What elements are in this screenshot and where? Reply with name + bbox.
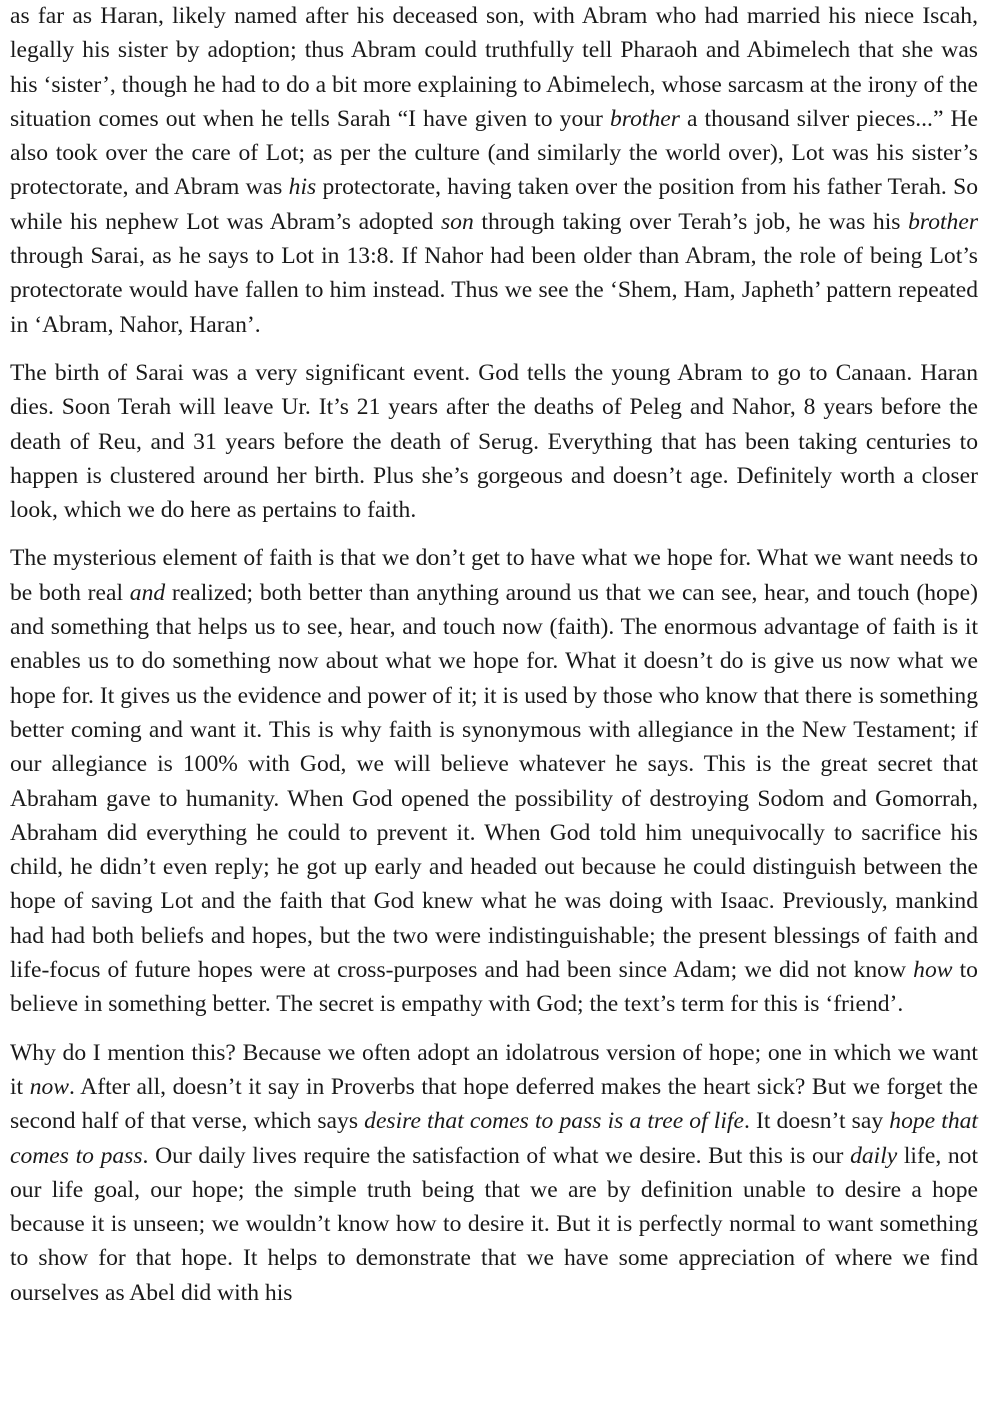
paragraph-birth-of-sarai [10, 356, 978, 527]
text-span: The mysterious element of faith is that we don’t get to have what we hope for. What we want needs to be both real [10, 545, 978, 606]
text-span: a thousand silver pieces...” He also took over the care of Lot; as per the culture (and similarly the world over), Lot was his sister’s protectorate, and Abram was [10, 105, 979, 201]
text-span: realized; both better than anything around us that we can see, hear, and touch (hope) and something that helps us to see, hear, and touch now (faith). The enormous advantage of faith is it enables us to do something now about what we hope for. What it doesn’t do is give us now what we hope for. It gives us the evidence and power of it; it is used by those who know that there is something better coming and want it. This is why faith is synonymous with allegiance in the New Testament; if our allegiance is 100% with God, we will believe whatever he says. This is the great secret that Abraham gave to humanity. When God opened the possibility of destroying Sodom and Gomorrah, Abraham did everything he could to prevent it. When God told him unequivocally to sacrifice his child, he didn’t even reply; he got up early and headed out because he could distinguish between the hope of saving Lot and the faith that God knew what he was doing with Isaac. Previously, mankind had had both beliefs and hopes, but the two were indistinguishable; the present blessings of faith and life-focus of future hopes were at cross-purposes and had been since Adam; we did not know [10, 579, 978, 984]
italic-text-span: desire that comes to pass is a tree of life [364, 1108, 744, 1135]
text-span: Why do I mention this? Because we often adopt an idolatrous version of hope; one in which we want it [10, 1039, 978, 1100]
text-span: protectorate, having taken over the position from his father Terah. So while his nephew Lot was Abram’s adopted [10, 174, 979, 235]
italic-text-span: daily [850, 1142, 898, 1169]
text-span: . Our daily lives require the satisfaction of what we desire. But this is our [142, 1142, 851, 1169]
text-span: through Sarai, as he says to Lot in 13:8. If Nahor had been older than Abram, the role of being Lot’s protectorate would have fallen to him instead. Thus we see the ‘Shem, Ham, Japheth’ pattern repeated in ‘Abram, Nahor, Haran’. [10, 243, 978, 338]
text-span: The birth of Sarai was a very significant event. God tells the young Abram to go to Canaan. Haran dies. Soon Terah will leave Ur. It’s 21 years after the deaths of Peleg and Nahor, 8 years before the death of Reu, and 31 years before the death of Serug. Everything that has been taking centuries to happen is clustered around her birth. Plus she’s gorgeous and doesn’t age. Definitely worth a closer look, which we do here as pertains to faith. [10, 359, 978, 524]
paragraph-faith [10, 541, 978, 1021]
text-span: . It doesn’t say [743, 1108, 890, 1135]
italic-text-span: his [288, 174, 317, 201]
italic-text-span: and [129, 579, 166, 606]
italic-text-span: brother [908, 208, 978, 235]
text-span: life, not our life goal, our hope; the simple truth being that we are by definition unable to desire a hope because it is unseen; we wouldn’t know how to desire it. But it is perfectly normal to want something to show for that hope. It helps to demonstrate that we have some appreciation of where we find ourselves as Abel did with his [10, 1142, 978, 1306]
italic-text-span: brother [609, 105, 680, 132]
paragraph-hope [10, 1036, 978, 1310]
text-span: as far as Haran, likely named after his deceased son, with Abram who had married his niece Iscah, legally his sister by adoption; thus Abram could truthfully tell Pharaoh and Abimelech that she was his ‘sister’, though he had to do a bit more explaining to Abimelech, whose sarcasm at the irony of the situation comes out when he tells Sarah “I have given to your [10, 3, 978, 132]
italic-text-span: how [913, 957, 953, 984]
paragraph-abram-haran [10, 0, 978, 342]
italic-text-span: hope that comes to pass [10, 1108, 978, 1169]
text-span: to believe in something better. The secret is empathy with God; the text’s term for this is ‘friend’. [10, 957, 978, 1018]
italic-text-span: son [440, 208, 474, 235]
italic-text-span: now [29, 1073, 70, 1100]
text-span: through taking over Terah’s job, he was his [473, 208, 909, 235]
text-span: . After all, doesn’t it say in Proverbs that hope deferred makes the heart sick? But we forget the second half of that verse, which says [10, 1073, 978, 1135]
